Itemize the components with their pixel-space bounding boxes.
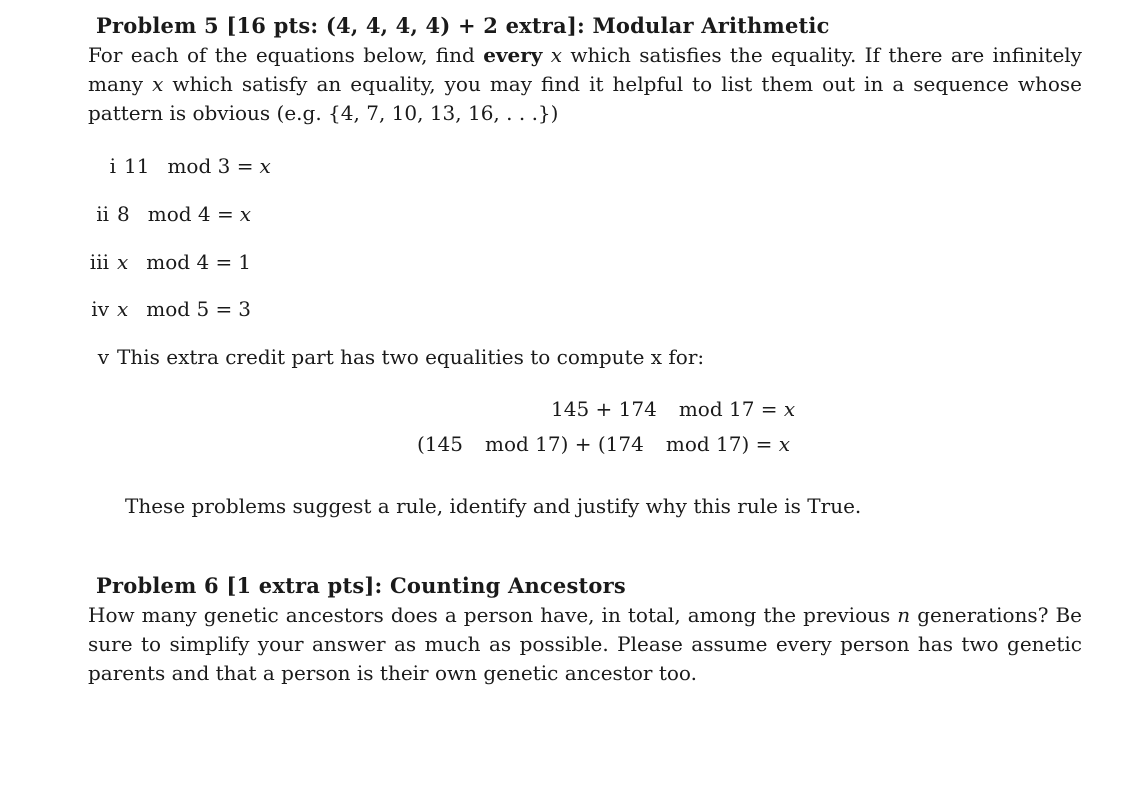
item-iii: iii x mod 4 = 1 xyxy=(89,250,252,274)
p6-line-3: parents and that a person is their own genetic ancestor too. xyxy=(88,661,697,685)
problem6-body xyxy=(88,601,1082,688)
p6-line-2: sure to simplify your answer as much as possible. Please assume every person has two genetic xyxy=(88,632,1082,656)
equation-2: (145 mod 17) + (174 mod 17) = x xyxy=(417,432,791,456)
p6-line-1: How many genetic ancestors does a person have, in total, among the previous n generations? Be xyxy=(88,603,1082,627)
equation-1: 145 + 174 mod 17 = x xyxy=(551,397,796,421)
item-v: v This extra credit part has two equalities to compute x for: xyxy=(97,345,705,369)
item-i: i 11 mod 3 = x xyxy=(109,154,271,178)
item-ii: ii 8 mod 4 = x xyxy=(96,202,252,226)
intro-line-1: For each of the equations below, find every x which satisfies the equality. If there are infinitely xyxy=(88,43,1082,67)
problem5-intro xyxy=(88,41,1082,128)
problem5-heading: Problem 5 [16 pts: (4, 4, 4, 4) + 2 extra]: Modular Arithmetic xyxy=(96,13,830,38)
item-iv: iv x mod 5 = 3 xyxy=(91,297,252,321)
intro-line-3: pattern is obvious (e.g. {4, 7, 10, 13, 16, . . .}) xyxy=(88,101,559,125)
problem5-closing: These problems suggest a rule, identify and justify why this rule is True. xyxy=(125,494,862,518)
problem6-heading: Problem 6 [1 extra pts]: Counting Ancestors xyxy=(96,573,626,598)
intro-line-2: many x which satisfy an equality, you may find it helpful to list them out in a sequence whose xyxy=(88,72,1082,96)
